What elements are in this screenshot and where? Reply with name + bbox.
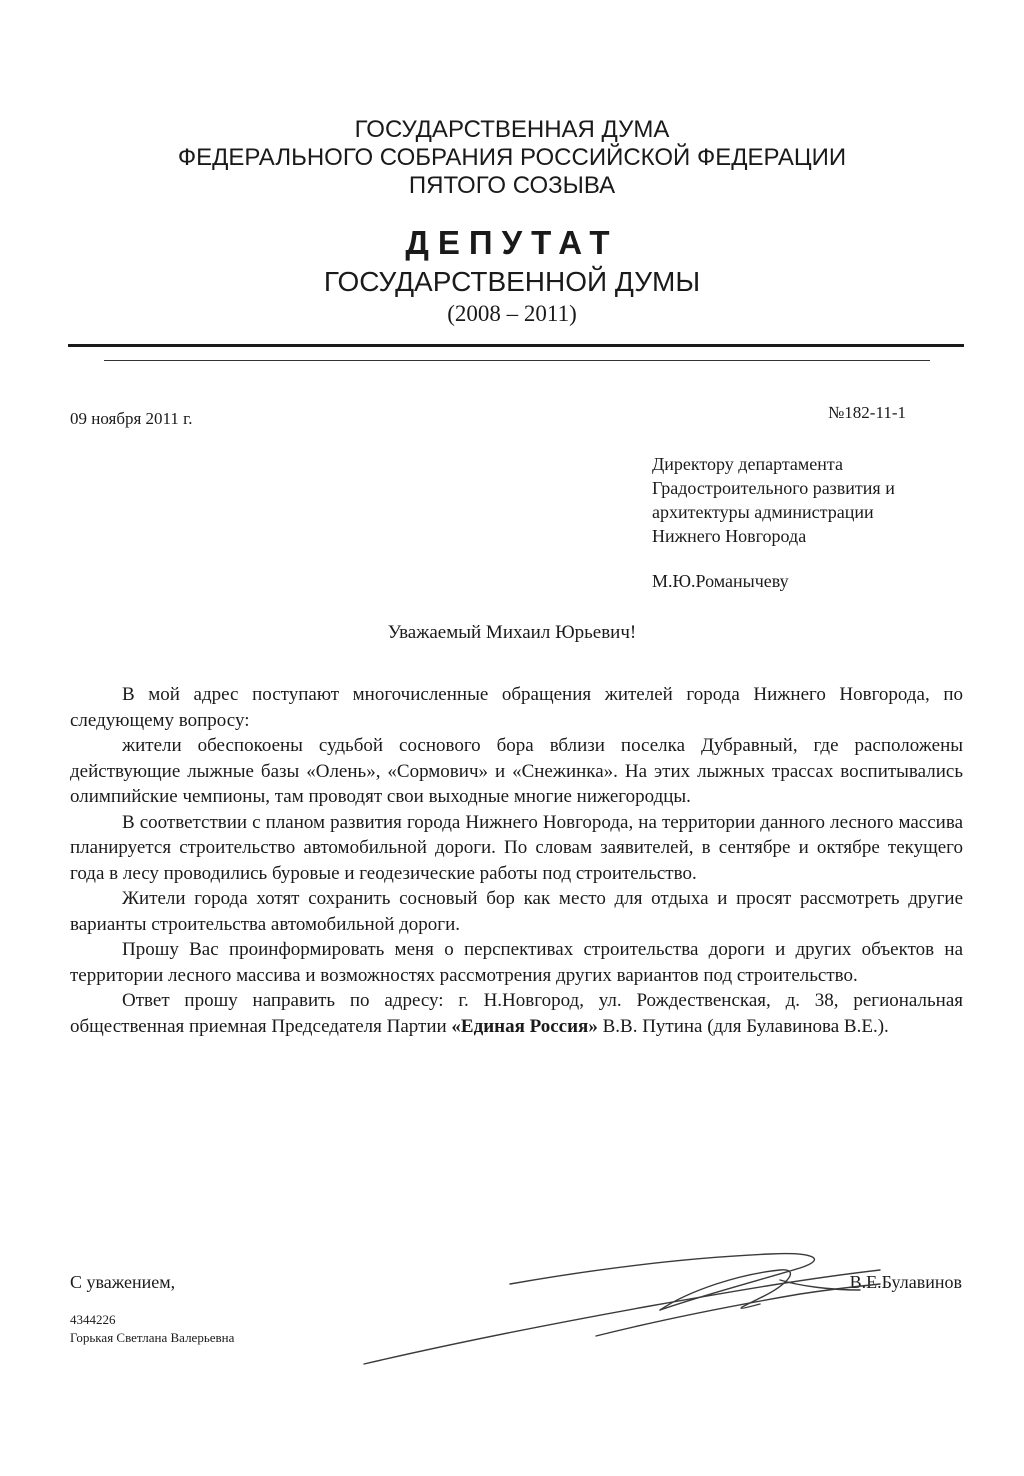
letter-body <box>70 682 963 1039</box>
executor-name: Горькая Светлана Валерьевна <box>70 1330 235 1345</box>
org-name-line2: ФЕДЕРАЛЬНОГО СОБРАНИЯ РОССИЙСКОЙ ФЕДЕРАЦИИ <box>177 144 847 171</box>
body-paragraph: жители обеспокоены судьбой соснового бора вблизи поселка Дубравный, где расположены действующие лыжные базы «Олень», «Сормович» и «Снежинка». На этих лыжных трассах воспитывались олимпийские чемпионы, там проводят свои выходные многие нижегородцы. <box>70 735 963 807</box>
recipient-title-block <box>652 452 895 548</box>
letterhead-years: (2008 – 2011) <box>447 301 577 326</box>
header-divider-thin <box>104 360 930 361</box>
header-divider-thick <box>68 344 964 347</box>
letterhead-title: ДЕПУТАТ <box>405 224 619 261</box>
body-paragraph: В соответствии с планом развития города Нижнего Новгорода, на территории данного лесного массива планируется строительство автомобильной дороги. По словам заявителей, в сентябре и октябре текущего года в лесу проводились буровые и геодезические работы под строительство. <box>70 811 963 884</box>
closing-phrase: С уважением, <box>70 1272 176 1292</box>
signer-name: В.Е.Булавинов <box>849 1272 962 1292</box>
executor-phone: 4344226 <box>70 1312 116 1327</box>
letter-number: №182-11-1 <box>828 403 906 422</box>
salutation: Уважаемый Михаил Юрьевич! <box>387 622 637 643</box>
reply-address-end: В.В. Путина (для Булавинова В.Е.). <box>597 1015 889 1037</box>
recipient-line: архитектуры администрации <box>652 502 874 522</box>
body-paragraph: В мой адрес поступают многочисленные обращения жителей города Нижнего Новгорода, по следующему вопросу: <box>70 684 963 731</box>
body-paragraph: Прошу Вас проинформировать меня о перспективах строительства дороги и других объектов на территории лесного массива и возможностях рассмотрения других вариантов под строительство. <box>70 939 963 986</box>
body-paragraph <box>70 988 963 1039</box>
recipient-line: Директору департамента <box>652 454 843 474</box>
party-name: «Единая Россия» <box>451 1015 598 1037</box>
body-paragraph: Жители города хотят сохранить сосновый бор как место для отдыха и просят рассмотреть другие варианты строительства автомобильной дороги. <box>70 888 963 935</box>
letterhead-subtitle: ГОСУДАРСТВЕННОЙ ДУМЫ <box>323 266 701 297</box>
recipient-line: Нижнего Новгорода <box>652 526 807 546</box>
reply-address-text: Ответ прошу направить по адресу: г. Н.Новгород, ул. Рождественская, д. 38, региональная общественная приемная Председателя Партии <box>70 990 963 1037</box>
recipient-name: М.Ю.Романычеву <box>652 571 789 591</box>
handwritten-signature <box>360 1240 920 1370</box>
org-name-line1: ГОСУДАРСТВЕННАЯ ДУМА <box>354 116 670 143</box>
letter-date: 09 ноября 2011 г. <box>70 409 193 428</box>
recipient-line: Градостроительного развития и <box>652 478 895 498</box>
org-name-line3: ПЯТОГО СОЗЫВА <box>408 172 616 199</box>
